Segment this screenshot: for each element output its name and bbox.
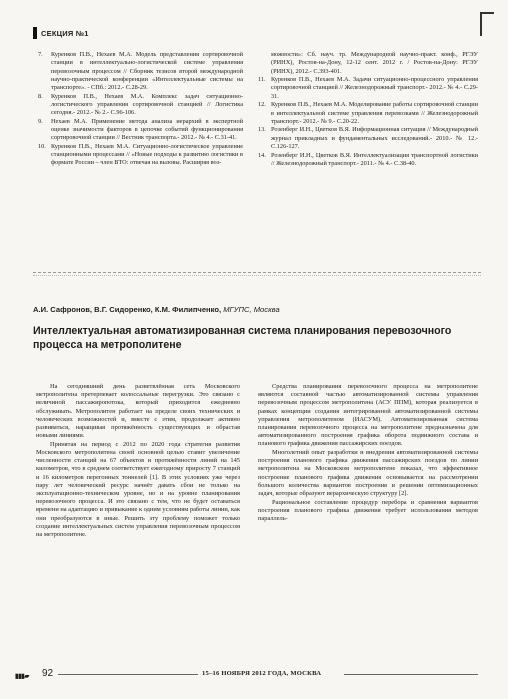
reference-text: Розенберг И.Н., Цветков В.Я. Интеллектуализация транспортной логистики // Железнодорожный транспорт.- 2011.- № 4.- С.38-40. xyxy=(271,151,478,167)
reference-number: 7. xyxy=(38,51,43,58)
footer-rule xyxy=(344,674,478,675)
reference-item xyxy=(38,51,243,92)
section-label: СЕКЦИЯ №1 xyxy=(41,28,89,38)
reference-number: 8. xyxy=(38,92,43,100)
reference-text: Куренков П.В., Нехаев М.А. Моделирование работы сортировочной станции в интеллектуальной системе управления перевозками // Железнодорожный транспорт.- 2012.- № 9.- С.20-22. xyxy=(271,101,478,125)
reference-text: Куренков П.В., Нехаев М.А. Задачи ситуационно-процессного управления сортировочной станцией // Железнодорожный транспорт.- 2012.- № 4.- С.29-31. xyxy=(271,76,478,100)
reference-text: Куренков П.В., Нехаев М.А. Комплекс задач ситуационно-логистического управления сортировочной станцией // Логистика сегодня.- 2012.- № 2.- С.96-106. xyxy=(51,92,243,117)
reference-number: 14. xyxy=(258,151,266,159)
body-paragraph: Принятая на период с 2012 по 2020 года стратегия развития Московского метрополитена своей основной целью ставит увеличение численности станций на 67 объектов и протяжённости линий на 145 километров, что в среднем соответствует ежегодному приросту 7 станций и 16 километров перегонных тоннелей [1]. В этих условиях уже через пару лет человеческий ресурс начнёт давать сбои не только на эксплуатационно-техническом уровне, но и на уровне планирования перевозочного процесса. И это связано с тем, что не будет оставаться времени на адаптацию и привыкание к одним условиям работы линии, как они преобразуются в иные. Решить эту проблему поможет только создание интеллектуальных систем управления перевозочным процессом на метрополитене. xyxy=(36,440,240,539)
reference-text: Розенберг И.Н., Цветков В.Я. Информационная ситуация // Международный журнал прикладных и фундаментальных исследований.- 2010.- № 12.- С.126-127. xyxy=(271,126,478,150)
reference-text: Куренков П.В., Нехаев М.А. Модель представления сортировочной станции в интеллектуально-логистической системе управления перевозочным процессом // Сборник тезисов второй международной научно-практической конференции «Интеллектуальные системы на транспорте». - СПб.: 2012.- С.28-29. xyxy=(51,51,243,91)
reference-item xyxy=(38,143,243,168)
reference-item xyxy=(38,93,243,118)
reference-item xyxy=(38,118,243,143)
body-paragraph: Средства планирования перевозочного процесса на метрополитене являются составной частью автоматизированной системы управления перевозочным процессом метрополитена (АСУ ППМ), которая реализуется в рамках концепции создания интегрированной автоматизированной системы управления метрополитеном (ИАСУМ). Автоматизированная система планирования перевозочного процесса на метрополитене предназначена для автоматизированного построения графика оборота подвижного состава и планового графика движения пассажирских поездов. xyxy=(258,383,478,448)
reference-continuation xyxy=(258,51,478,76)
reference-text: можности»: Сб. науч. тр. Международной научно-практ. конф., РГЭУ (РИНХ), Ростов-на-Дону, 12-12 сент. 2012 г. / Ростов-на-Дону: РГЭУ (РИНХ), 2012.- С.393-401. xyxy=(271,51,478,75)
body-left-column xyxy=(36,383,240,539)
article-title: Интеллектуальная автоматизированная система планирования перевозочного процесса на метрополитене xyxy=(33,325,452,351)
section-marker xyxy=(33,27,37,39)
reference-text: Нехаев М.А. Применение метода анализа иерархий в экспертной оценке значимости факторов в цепочке событий функционирования сортировочной станции // Вестник транспорта.- 2012.- № 4.- С.31-41. xyxy=(51,117,243,142)
reference-item xyxy=(258,152,478,169)
reference-text: Куренков П.В., Нехаев М.А. Ситуационно-логистическое управление станционными процессами // «Новые подходы к развитию логистики в формате России – член ВТО: отвечая на вызовы. Расширяя воз- xyxy=(51,142,243,167)
page-number: 92 xyxy=(42,668,54,679)
reference-item xyxy=(258,126,478,151)
references-left-column xyxy=(38,51,243,168)
body-right-column xyxy=(258,383,478,523)
reference-item xyxy=(258,76,478,101)
section-divider-secondary xyxy=(33,275,481,276)
reference-number: 13. xyxy=(258,126,266,134)
footer-event-date: 15–16 НОЯБРЯ 2012 ГОДА, МОСКВА xyxy=(202,670,322,677)
crop-mark xyxy=(480,12,494,36)
reference-number: 10. xyxy=(38,142,46,150)
reference-item xyxy=(258,101,478,126)
section-header xyxy=(33,27,89,39)
footer-rule xyxy=(58,674,198,675)
author-names: А.И. Сафронов, В.Г. Сидоренко, К.М. Филипченко, xyxy=(33,305,222,314)
reference-number: 9. xyxy=(38,117,43,125)
body-paragraph: На сегодняшний день разветвлённая сеть Московского метрополитена претерпевает колоссальные перегрузки. Это связано с величиной пассажиропотока, который приходится ежедневно обслуживать. Метрополитен работает на пределе своих технических и человеческих возможностей и, вместе с этим, продолжает активно развиваться, наращивая протяжённость существующих и обрастая новыми линиями. xyxy=(36,383,240,440)
reference-number: 12. xyxy=(258,101,266,109)
section-divider xyxy=(33,272,481,273)
article-authors xyxy=(33,305,280,314)
body-paragraph: Многолетний опыт разработки и внедрения автоматизированной системы построения планового графика движения пассажирских поездов по линии метрополитена на Московском метрополитене показал, что эффективное построение планового графика движения основывается на рассмотрении большого количества вариантов построения и решении оптимизационных задач, которые образуют иерархическую структуру [2]. xyxy=(258,449,478,498)
journal-logo: ▮▮▮▰ xyxy=(15,673,29,680)
author-affiliation: МГУПС, Москва xyxy=(223,305,280,314)
body-paragraph: Рациональное составление процедур перебора и сравнения вариантов построения планового графика движения требует использования методов параллель- xyxy=(258,498,478,523)
references-right-column xyxy=(258,51,478,168)
reference-number: 11. xyxy=(258,76,266,84)
